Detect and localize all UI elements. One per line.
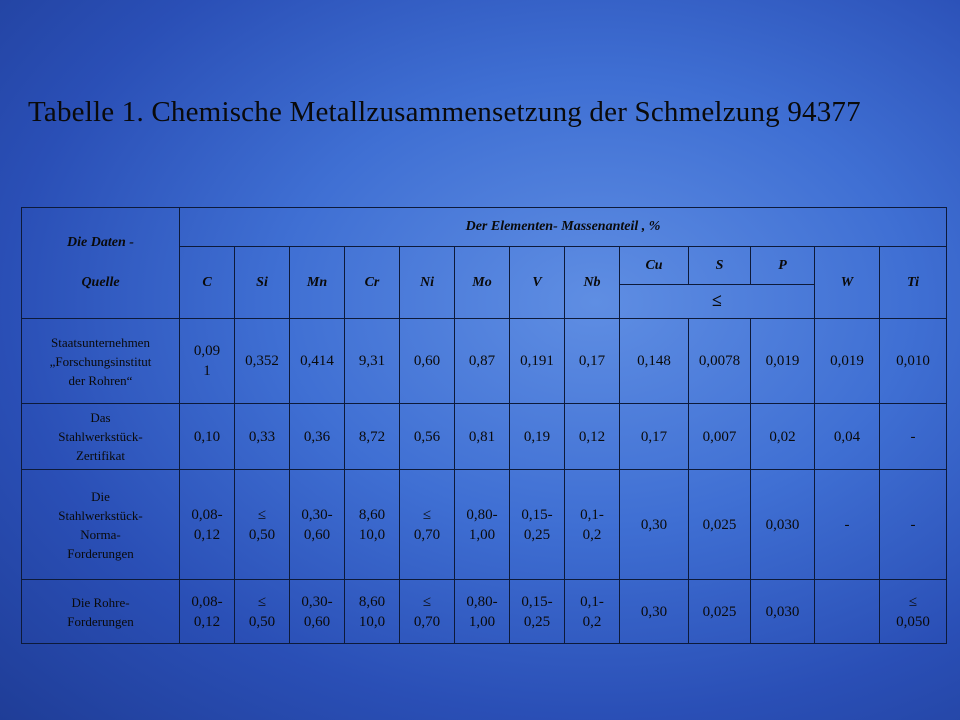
source-line: Norma-	[80, 526, 121, 542]
value-cell	[689, 319, 751, 404]
value-cell	[510, 404, 565, 470]
value-line: ≤	[257, 593, 267, 610]
value-cell	[235, 580, 290, 644]
element-header: Mo	[455, 247, 510, 319]
table-row	[22, 470, 947, 580]
value-cell	[400, 580, 455, 644]
value-cell	[880, 470, 947, 580]
value-line: ≤	[422, 506, 432, 523]
value-cell	[455, 404, 510, 470]
element-header: Cu	[620, 247, 689, 285]
element-header: P	[751, 247, 815, 285]
value-cell	[815, 404, 880, 470]
value-cell	[689, 404, 751, 470]
source-line: Die Rohre-	[71, 594, 130, 610]
value-cell	[455, 470, 510, 580]
value-line: 0,1-	[580, 593, 604, 610]
source-line: Forderungen	[67, 545, 134, 561]
value-line: 0,80-	[466, 506, 498, 523]
value-cell	[510, 470, 565, 580]
source-cell	[22, 319, 180, 404]
value-line: 0,09	[193, 343, 221, 359]
value-cell	[180, 319, 235, 404]
source-line: Stahlwerkstück-	[58, 507, 143, 523]
value-line: 0,50	[248, 613, 276, 630]
source-cell	[22, 404, 180, 470]
value-cell	[565, 470, 620, 580]
table-row	[22, 319, 947, 404]
value-cell	[510, 319, 565, 404]
value-line: 0,414	[300, 353, 334, 369]
value-line: 0,10	[193, 428, 221, 445]
value-line: 0,12	[193, 526, 221, 543]
source-cell	[22, 580, 180, 644]
source-header-line: Die Daten -	[67, 235, 134, 250]
table-row	[22, 404, 947, 470]
value-cell	[751, 580, 815, 644]
value-cell	[400, 404, 455, 470]
value-cell	[880, 404, 947, 470]
value-line: 0,02	[769, 428, 796, 445]
value-line: 0,36	[303, 428, 331, 445]
limit-symbol-cell	[620, 285, 815, 319]
value-line: 0,019	[765, 353, 800, 369]
value-cell	[400, 470, 455, 580]
value-cell	[345, 404, 400, 470]
element-header: Cr	[345, 247, 400, 319]
value-cell	[880, 580, 947, 644]
value-line: 0,17	[578, 353, 606, 369]
value-line: 0,2	[582, 526, 602, 543]
value-cell	[620, 319, 689, 404]
value-line: 0,87	[468, 353, 496, 369]
source-line: Staatsunternehmen	[51, 334, 150, 350]
element-header: Mn	[290, 247, 345, 319]
value-line: 0,33	[248, 428, 276, 445]
value-line: 0,25	[523, 613, 551, 630]
value-cell	[815, 319, 880, 404]
value-cell	[751, 319, 815, 404]
value-line: -	[910, 516, 916, 533]
value-line: 8,60	[358, 506, 386, 523]
table-title: Tabelle 1. Chemische Metallzusammensetzung der Schmelzung 94377	[28, 96, 861, 128]
value-line: 1,00	[468, 526, 496, 543]
value-line: 0,15-	[521, 593, 553, 610]
value-line: 0,30	[640, 603, 668, 620]
value-line: ≤	[908, 593, 918, 610]
value-line: 0,56	[413, 428, 441, 445]
value-line: 0,25	[523, 526, 551, 543]
value-line: 0,12	[578, 428, 606, 445]
value-line: 0,0078	[698, 353, 741, 369]
value-line: 0,2	[582, 613, 602, 630]
value-line: 0,030	[765, 603, 800, 620]
value-line: 1,00	[468, 613, 496, 630]
element-header: W	[815, 247, 880, 319]
value-cell	[180, 404, 235, 470]
value-line: 0,80-	[466, 593, 498, 610]
value-line: 8,60	[358, 593, 386, 610]
element-header: Si	[235, 247, 290, 319]
value-cell	[620, 470, 689, 580]
value-cell	[345, 470, 400, 580]
value-cell	[880, 319, 947, 404]
value-line: ≤	[422, 593, 432, 610]
value-line: 1	[203, 363, 211, 379]
value-line: 0,15-	[521, 506, 553, 523]
value-line: 0,019	[830, 353, 864, 369]
value-cell	[345, 580, 400, 644]
value-line: 0,30	[640, 516, 668, 533]
value-cell	[815, 470, 880, 580]
value-cell	[620, 580, 689, 644]
value-line: 0,60	[303, 613, 331, 630]
value-line: 0,010	[896, 353, 930, 369]
value-cell	[751, 404, 815, 470]
value-line: 0,70	[413, 613, 441, 630]
value-line: 0,007	[702, 428, 737, 445]
value-line: -	[844, 516, 850, 533]
value-line: 0,1-	[580, 506, 604, 523]
element-header: Ti	[880, 247, 947, 319]
source-line: Die	[91, 488, 110, 504]
source-cell	[22, 470, 180, 580]
value-line: 0,30-	[301, 506, 333, 523]
value-cell	[235, 404, 290, 470]
element-header: Ni	[400, 247, 455, 319]
value-cell	[290, 470, 345, 580]
value-cell	[565, 319, 620, 404]
composition-table	[21, 207, 947, 644]
value-cell	[235, 319, 290, 404]
value-line: 0,04	[833, 428, 861, 445]
value-cell	[290, 580, 345, 644]
limit-symbol: ≤	[712, 290, 722, 310]
value-cell	[290, 319, 345, 404]
value-line: 0,60	[303, 526, 331, 543]
value-line: 0,148	[637, 353, 671, 369]
source-line: der Rohren“	[68, 372, 133, 388]
value-line: 0,50	[248, 526, 276, 543]
value-line: 0,81	[468, 428, 496, 445]
value-cell	[290, 404, 345, 470]
source-header-line: Quelle	[81, 275, 120, 290]
value-cell	[689, 580, 751, 644]
element-header: Nb	[565, 247, 620, 319]
value-line: 0,12	[193, 613, 221, 630]
value-cell	[565, 580, 620, 644]
value-line: 0,191	[520, 353, 554, 369]
value-cell	[180, 580, 235, 644]
value-line: 0,19	[523, 428, 551, 445]
value-cell	[510, 580, 565, 644]
value-cell	[180, 470, 235, 580]
table-row	[22, 580, 947, 644]
value-cell	[815, 580, 880, 644]
value-line: 0,60	[413, 353, 441, 369]
element-header: C	[180, 247, 235, 319]
value-line: 0,08-	[191, 593, 223, 610]
source-line: Stahlwerkstück-	[58, 429, 143, 444]
value-line: 10,0	[358, 613, 386, 630]
value-cell	[235, 470, 290, 580]
source-line: „Forschungsinstitut	[49, 353, 152, 369]
value-cell	[455, 580, 510, 644]
value-line: 0,025	[702, 603, 737, 620]
source-header-cell	[22, 208, 180, 319]
value-line: 0,17	[640, 428, 668, 445]
source-line: Forderungen	[67, 613, 134, 629]
value-line: 9,31	[358, 353, 386, 369]
value-line: ≤	[257, 506, 267, 523]
value-line: 10,0	[358, 526, 386, 543]
value-cell	[565, 404, 620, 470]
value-line: 8,72	[358, 428, 386, 445]
value-line: 0,352	[245, 353, 279, 369]
element-header: S	[689, 247, 751, 285]
value-line: 0,30-	[301, 593, 333, 610]
value-line: 0,050	[896, 613, 930, 630]
value-cell	[455, 319, 510, 404]
value-line: 0,08-	[191, 506, 223, 523]
value-line: 0,70	[413, 526, 441, 543]
group-header: Der Elementen- Massenanteil , %	[180, 208, 947, 247]
value-line: 0,030	[765, 516, 800, 533]
value-cell	[689, 470, 751, 580]
value-line: -	[910, 428, 916, 445]
value-cell	[620, 404, 689, 470]
source-line: Zertifikat	[75, 448, 126, 463]
value-cell	[345, 319, 400, 404]
value-line: 0,025	[702, 516, 737, 533]
element-header: V	[510, 247, 565, 319]
value-cell	[400, 319, 455, 404]
value-cell	[751, 470, 815, 580]
source-line: Das	[90, 410, 111, 425]
